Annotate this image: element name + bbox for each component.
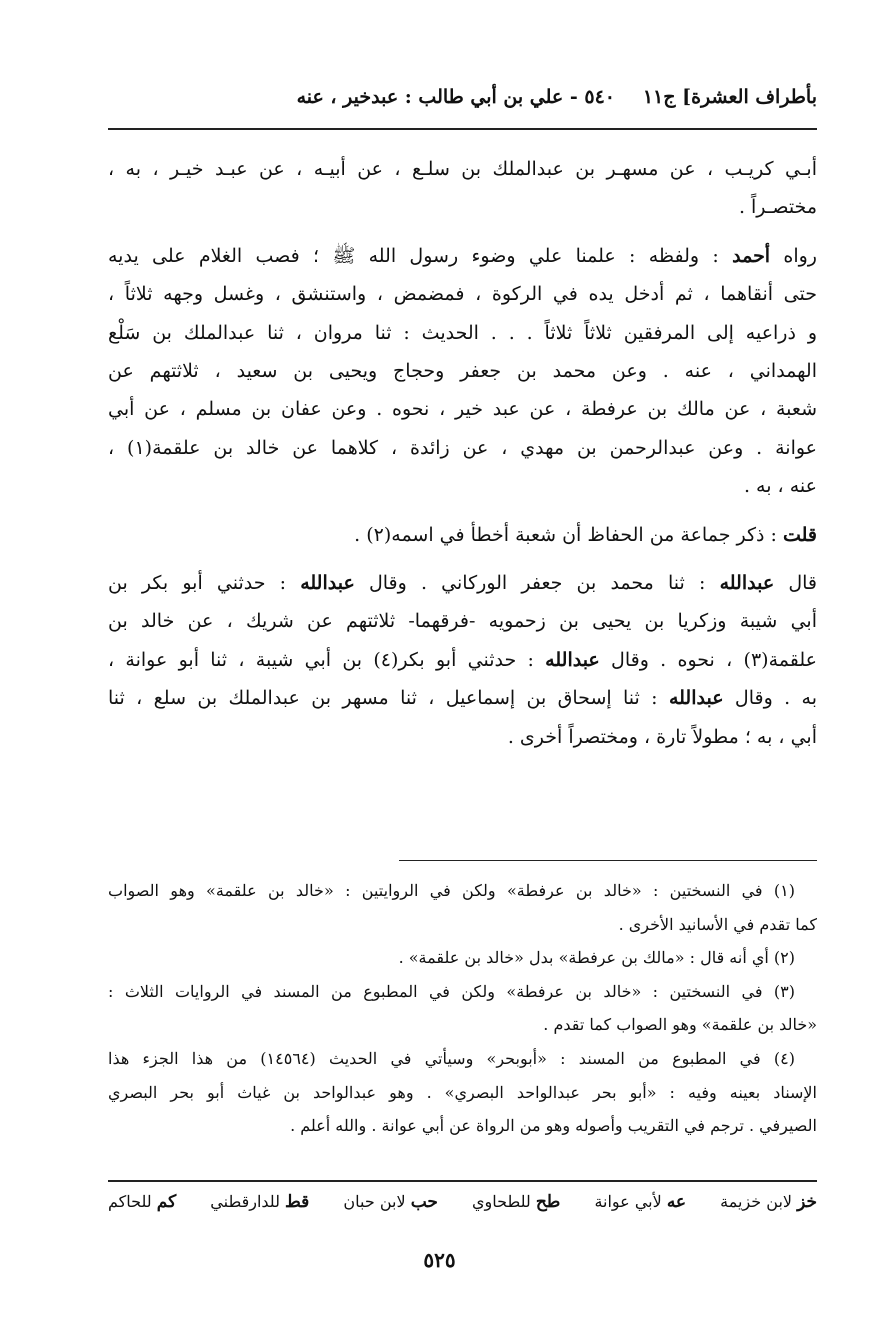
text-line: أبـي كريـب ، عن مسهـر بن عبدالملك بن سلـع ، عن أبيـه ، عن عبـد خيـر ، به ، bbox=[108, 158, 817, 180]
text-line: و ذراعيه إلى المرفقين ثلاثاً ثلاثاً . . . الحديث : ثنا مروان ، ثنا عبدالملك بن سَلْع bbox=[108, 321, 817, 344]
text-line: عنه ، به . bbox=[743, 475, 817, 498]
text-line: علقمة(٣) ، نحوه . وقال عبدالله : حدثني أبو بكر(٤) بن أبي شيبة ، ثنا أبو عوانة ، bbox=[108, 648, 817, 671]
paragraph-3 bbox=[108, 516, 817, 554]
footnotes bbox=[108, 874, 817, 1143]
text-line: عوانة . وعن عبدالرحمن بن مهدي ، عن زائدة ، كلاهما عن خالد بن علقمة(١) ، bbox=[108, 436, 818, 459]
footnote-line: (٤) في المطبوع من المسند : «أبوبحر» وسيأتي في الحديث (١٤٥٦٤) من هذا الجزء هذا bbox=[108, 1048, 796, 1068]
footnote-line: الصيرفي . ترجم في التقريب وأصوله وهو من الرواة عن أبي عوانة . والله أعلم . bbox=[290, 1116, 817, 1136]
footnote-1 bbox=[108, 874, 817, 941]
header-chapter-title: ٥٤٠ - علي بن أبي طالب : عبدخير ، عنه bbox=[296, 86, 615, 108]
footnote-3 bbox=[108, 975, 817, 1042]
footer-rule bbox=[108, 1180, 817, 1182]
text-line: قلت : ذكر جماعة من الحفاظ أن شعبة أخطأ في اسمه(٢) . bbox=[354, 523, 817, 546]
footnote-separator bbox=[399, 860, 817, 861]
header-volume: بأطراف العشرة] ج١١ bbox=[642, 86, 817, 108]
abbreviation-key bbox=[108, 1192, 817, 1222]
text-line: به . وقال عبدالله : ثنا إسحاق بن إسماعيل ، ثنا مسهر بن عبدالملك بن سلع ، ثنا bbox=[108, 687, 818, 710]
abbr-item: كم للحاكم bbox=[108, 1192, 177, 1212]
footnote-line: الإسناد بعينه وفيه : «أبو بحر عبدالواحد البصري» . وهو عبدالواحد بن غياث أبو بحر البصري bbox=[108, 1082, 818, 1102]
text-line: رواه أحمد : ولفظه : علمنا علي وضوء رسول الله ﷺ ؛ فصب الغلام على يديه bbox=[108, 244, 817, 267]
footnote-line: (١) في النسختين : «خالد بن عرفطة» ولكن في الروايتين : «خالد بن علقمة» وهو الصواب bbox=[108, 881, 796, 900]
text-line: مختصـراً . bbox=[738, 196, 817, 219]
text-line: شعبة ، عن مالك بن عرفطة ، عن عبد خير ، نحوه . وعن عفان بن مسلم ، عن أبي bbox=[108, 398, 817, 421]
header-rule bbox=[108, 128, 817, 130]
footnote-line: (٣) في النسختين : «خالد بن عرفطة» ولكن في المطبوع من المسند في الروايات الثلاث : bbox=[108, 981, 795, 1001]
bold-name-ahmad: أحمد bbox=[732, 244, 771, 267]
paragraph-1 bbox=[108, 150, 817, 227]
footnote-line: (٢) أي أنه قال : «مالك بن عرفطة» بدل «خالد بن علقمة» . bbox=[398, 948, 795, 968]
abbr-item: قط للدارقطني bbox=[210, 1192, 310, 1212]
paragraph-4 bbox=[108, 564, 817, 756]
abbr-item: طح للطحاوي bbox=[471, 1192, 561, 1212]
footnote-4 bbox=[108, 1042, 817, 1143]
running-header bbox=[108, 86, 817, 120]
main-text bbox=[108, 150, 817, 756]
text-line: أبي ، به ؛ مطولاً تارة ، ومختصراً أخرى . bbox=[507, 725, 817, 748]
paragraph-2 bbox=[108, 237, 817, 506]
page-number: ٥٢٥ bbox=[423, 1248, 456, 1272]
text-line: حتى أنقاهما ، ثم أدخل يده في الركوة ، فمضمض ، واستنشق ، وغسل وجهه ثلاثاً ، bbox=[108, 283, 817, 306]
abbr-item: خز لابن خزيمة bbox=[720, 1192, 817, 1212]
abbr-item: حب لابن حبان bbox=[343, 1192, 438, 1212]
footnote-2 bbox=[108, 941, 817, 975]
text-line: الهمداني ، عنه . وعن محمد بن جعفر وحجاج ويحيى بن سعيد ، ثلاثتهم عن bbox=[108, 360, 817, 383]
text-line: أبي شيبة وزكريا بن يحيى بن زحمويه -فرقهما- ثلاثتهم عن شريك ، عن خالد بن bbox=[108, 610, 817, 633]
footnote-line: «خالد بن علقمة» وهو الصواب كما تقدم . bbox=[543, 1015, 817, 1035]
bold-qultu: قلت bbox=[782, 523, 817, 546]
abbr-item: عه لأبي عوانة bbox=[594, 1192, 687, 1212]
footnote-line: كما تقدم في الأسانيد الأخرى . bbox=[618, 914, 817, 934]
text-line: قال عبدالله : ثنا محمد بن جعفر الوركاني . وقال عبدالله : حدثني أبو بكر بن bbox=[108, 572, 817, 595]
